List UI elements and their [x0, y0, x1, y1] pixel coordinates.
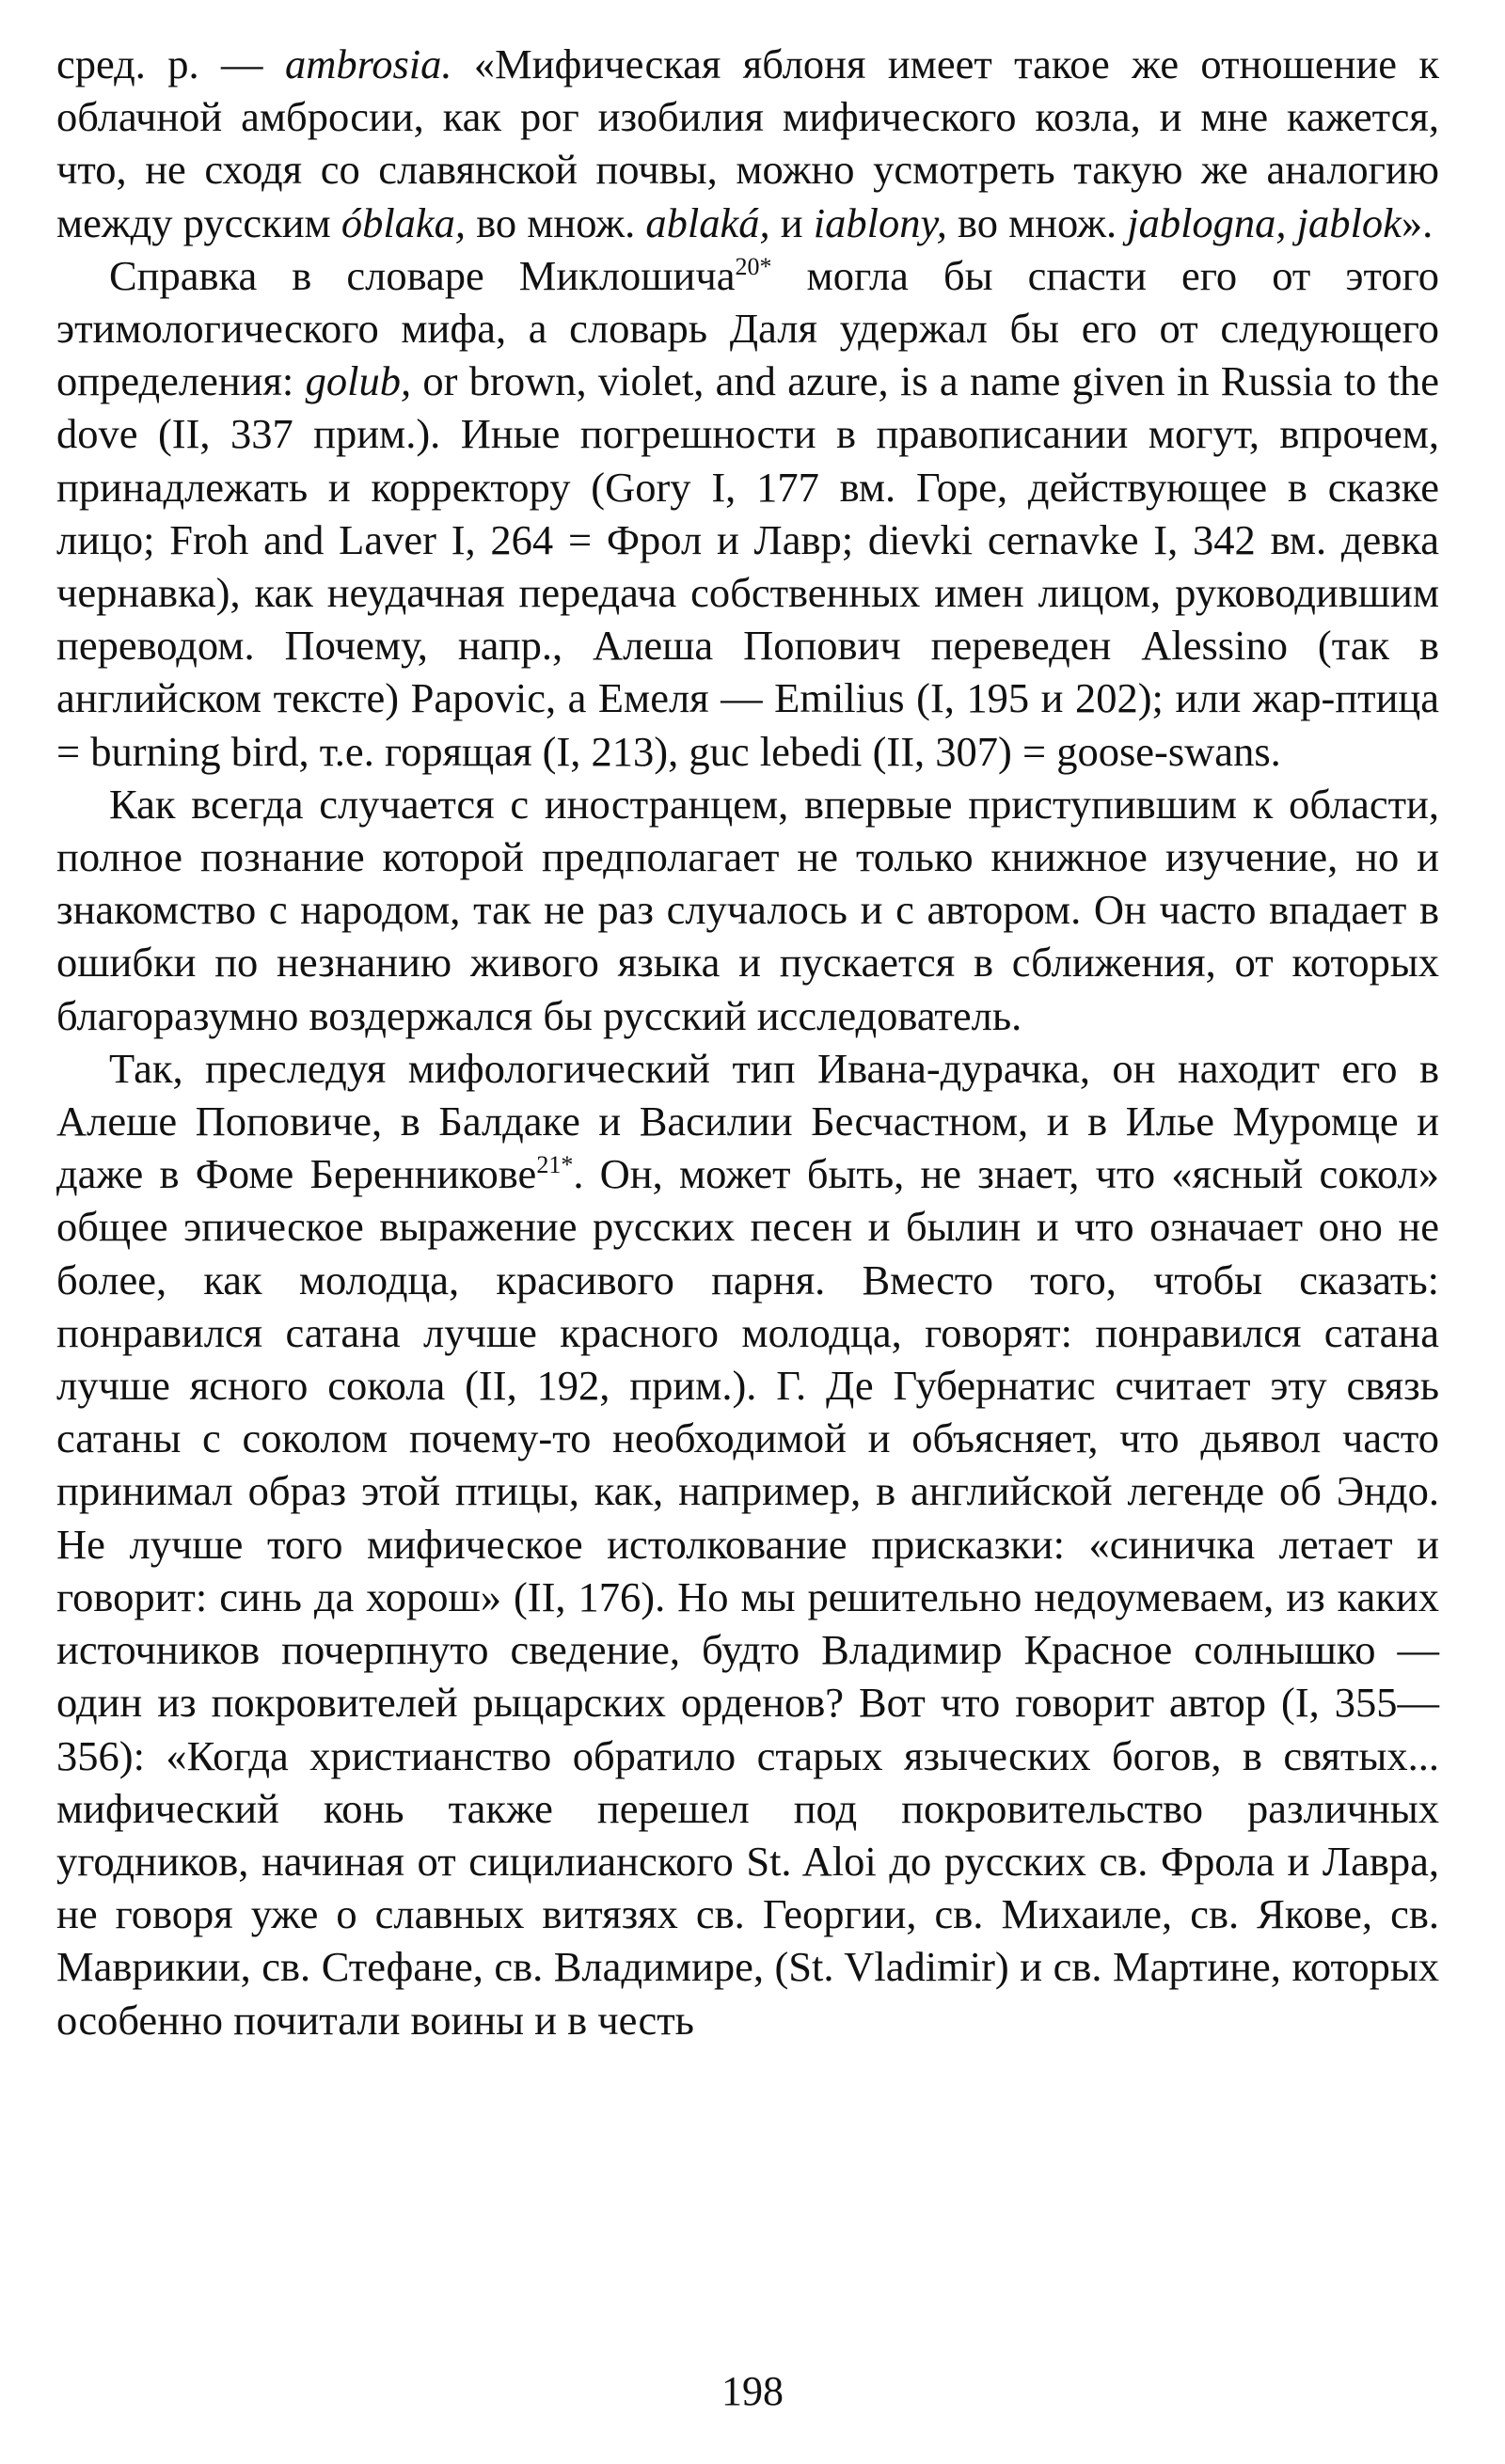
- text-run: «Мифическая яблоня имеет такое же отношение к облачной амбросии, как рог изобилия мифического козла, и мне кажется, что, не сходя со славянской почвы, можно усмотреть такую же аналогию между русским: [56, 40, 1439, 246]
- footnote-ref-21: 21*: [536, 1151, 574, 1179]
- footnote-ref-20: 20*: [735, 252, 772, 280]
- paragraph-1: [56, 38, 1439, 249]
- text-run: ».: [1401, 198, 1434, 246]
- text-run: Так, преследуя мифологический тип Ивана-дурачка, он находит его в Алеше Поповиче, в Балдаке и Василии Бесчастном, и в Илье Муромце и даже в Фоме Беренникове: [56, 1044, 1439, 1198]
- text-run: во множ.: [466, 198, 646, 246]
- paragraph-2: [56, 249, 1439, 778]
- paragraph-4: [56, 1042, 1439, 2046]
- italic-term: jablogna, jablok: [1127, 198, 1402, 246]
- text-run: могла бы спасти его от этого этимологического мифа, а словарь Даля удержал бы его от следующего определения:: [56, 251, 1439, 405]
- italic-term: ambrosia.: [284, 40, 452, 87]
- page-text: [56, 38, 1439, 2046]
- italic-term: iablony,: [813, 198, 947, 246]
- text-run: or brown, violet, and azure, is a name given in Russia to the dove (II, 337 прим.). Иные погрешности в правописании могут, впрочем, принадлежать и корректору (Gory I, 177 вм. Горе, действующее в сказке лицо; Froh and Laver I, 264 = Фрол и Лавр; dievki cernavke I, 342 вм. девка чернавка), как неудачная передача собственных имен лицом, руководившим переводом. Почему, напр., Алеша Попович переведен Alessino (так в английском тексте) Papovic, а Емеля — Emilius (I, 195 и 202); или жар-птица = burning bird, т.е. горящая (I, 213), guc lebedi (II, 307) = goose-swans.: [56, 357, 1439, 775]
- text-run: во множ.: [946, 198, 1128, 246]
- paragraph-3: [56, 778, 1439, 1042]
- text-run: сред. р. —: [56, 40, 285, 87]
- page-number: 198: [721, 2368, 784, 2414]
- text-run: и: [769, 198, 814, 246]
- italic-term: ablaká,: [645, 198, 770, 246]
- text-run: Как всегда случается с иностранцем, впервые приступившим к области, полное познание которой предполагает не только книжное изучение, но и знакомство с народом, так не раз случалось и с автором. Он часто впадает в ошибки по незнанию живого языка и пускается в сближения, от которых благоразумно воздержался бы русский исследователь.: [56, 780, 1439, 1039]
- italic-term: óblaka,: [341, 198, 467, 246]
- text-run: Справка в словаре Миклошича: [109, 251, 736, 299]
- text-run: . Он, может быть, не знает, что «ясный сокол» общее эпическое выражение русских песен и былин и что означает оно не более, как молодца, красивого парня. Вместо того, чтобы сказать: понравился сатана лучше красного молодца, говорят: понравился сатана лучше ясного сокола (II, 192, прим.). Г. Де Губернатис считает эту связь сатаны с соколом почему-то необходимой и объясняет, что дьявол часто принимал образ этой птицы, как, например, в английской легенде об Эндо. Не лучше того мифическое истолкование присказки: «синичка летает и говорит: синь да хорош» (II, 176). Но мы решительно недоумеваем, из каких источников почерпнуто сведение, будто Владимир Красное солнышко — один из покровителей рыцарских орденов? Вот что говорит автор (I, 355—356): «Когда христианство обратило старых языческих богов, в святых... мифический конь также перешел под покровительство различных угодников, начиная от сицилианского St. Aloi до русских св. Фрола и Лавра, не говоря уже о славных витязях св. Георгии, св. Михаиле, св. Якове, св. Маврикии, св. Стефане, св. Владимире, (St. Vladimir) и св. Мартине, которых особенно почитали воины и в честь: [56, 1150, 1439, 2044]
- italic-term: golub,: [305, 357, 412, 405]
